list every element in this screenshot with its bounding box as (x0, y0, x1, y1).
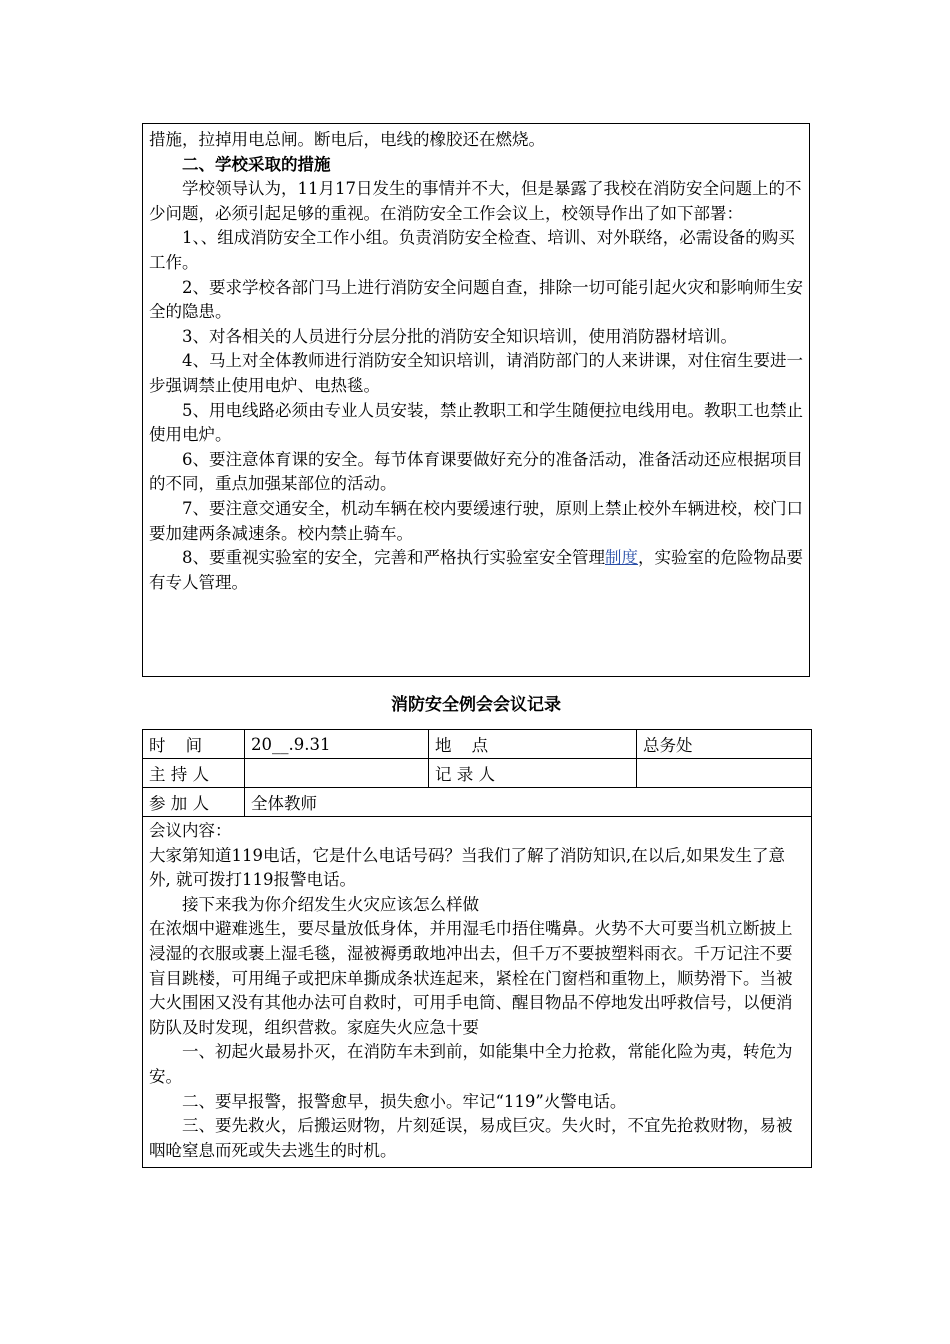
regulation-link[interactable]: 制度 (605, 548, 638, 568)
measure-item (149, 546, 803, 595)
section-heading: 二、学校采取的措施 (182, 154, 331, 174)
content-paragraph: 接下来我为你介绍发生火灾应该怎么样做 (182, 894, 479, 914)
measure-item: 4、马上对全体教师进行消防安全知识培训，请消防部门的人来讲课，对住宿生要进一步强调禁止使用电炉、电热毯。 (149, 351, 803, 395)
place-value: 总务处 (637, 730, 812, 759)
meeting-record-table (142, 729, 812, 1168)
measure-item: 2、要求学校各部门马上进行消防安全问题自查，排除一切可能引起火灾和影响师生安全的隐患。 (149, 277, 803, 322)
host-label: 主 持 人 (143, 759, 245, 788)
table-row (143, 730, 812, 759)
time-label: 时 间 (143, 730, 245, 759)
content-paragraph: 大家第知道119电话，它是什么电话号码？当我们了解了消防知识,在以后,如果发生了意外, 就可拨打119报警电话。 (149, 845, 785, 890)
recorder-label: 记 录 人 (429, 759, 637, 788)
meeting-content (143, 817, 812, 1168)
paragraph: 学校领导认为，11月17日发生的事情并不大，但是暴露了我校在消防安全问题上的不少问题，必须引起足够的重视。在消防安全工作会议上，校领导作出了如下部署： (149, 179, 802, 223)
table-row (143, 788, 812, 817)
host-value (245, 759, 429, 788)
measure-item: 7、要注意交通安全，机动车辆在校内要缓速行驶，原则上禁止校外车辆进校，校门口要加建两条减速条。校内禁止骑车。 (149, 498, 803, 543)
paragraph: 措施，拉掉用电总闸。断电后，电线的橡胶还在燃烧。 (149, 130, 545, 149)
attendee-value: 全体教师 (245, 788, 812, 817)
measure-item: 1、、组成消防安全工作小组。负责消防安全检查、培训、对外联络，必需设备的购买工作。 (149, 228, 795, 272)
content-paragraph: 二、要早报警，报警愈早，损失愈小。牢记“119”火警电话。 (182, 1091, 627, 1111)
measures-section (142, 123, 810, 677)
table-row (143, 759, 812, 788)
content-paragraph: 会议内容： (149, 821, 232, 840)
place-label: 地 点 (429, 730, 637, 759)
measure-text: 8、要重视实验室的安全，完善和严格执行实验室安全管理 (182, 548, 605, 568)
record-title: 消防安全例会会议记录 (391, 695, 561, 714)
content-paragraph: 一、初起火最易扑灭，在消防车未到前，如能集中全力抢救，常能化险为夷，转危为安。 (149, 1042, 793, 1086)
recorder-value (637, 759, 812, 788)
measure-text: ，实验室的危险物品要有专人管理。 (149, 548, 803, 592)
table-row (143, 817, 812, 1168)
measure-item: 3、对各相关的人员进行分层分批的消防安全知识培训，使用消防器材培训。 (182, 326, 737, 346)
attendee-label: 参 加 人 (143, 788, 245, 817)
measure-item: 6、要注意体育课的安全。每节体育课要做好充分的准备活动，准备活动还应根据项目的不同，重点加强某部位的活动。 (149, 449, 803, 494)
content-paragraph: 三、要先救火，后搬运财物，片刻延误，易成巨灾。失火时，不宜先抢救财物，易被咽呛窒息而死或失去逃生的时机。 (149, 1116, 793, 1160)
content-paragraph: 在浓烟中避难逃生，要尽量放低身体，并用湿毛巾捂住嘴鼻。火势不大可要当机立断披上浸湿的衣服或裹上湿毛毯，湿被褥勇敢地冲出去，但千万不要披塑料雨衣。千万记注不要盲目跳楼，可用绳子或把床单撕成条状连起来，紧栓在门窗档和重物上，顺势滑下。当被大火围困又没有其他办法可自救时，可用手电筒、醒目物品不停地发出呼救信号，以便消防队及时发现，组织营救。家庭失火应急十要 (149, 919, 793, 1037)
time-value: 20__.9.31 (245, 730, 429, 759)
measure-item: 5、用电线路必须由专业人员安装，禁止教职工和学生随便拉电线用电。教职工也禁止使用电炉。 (149, 400, 803, 445)
